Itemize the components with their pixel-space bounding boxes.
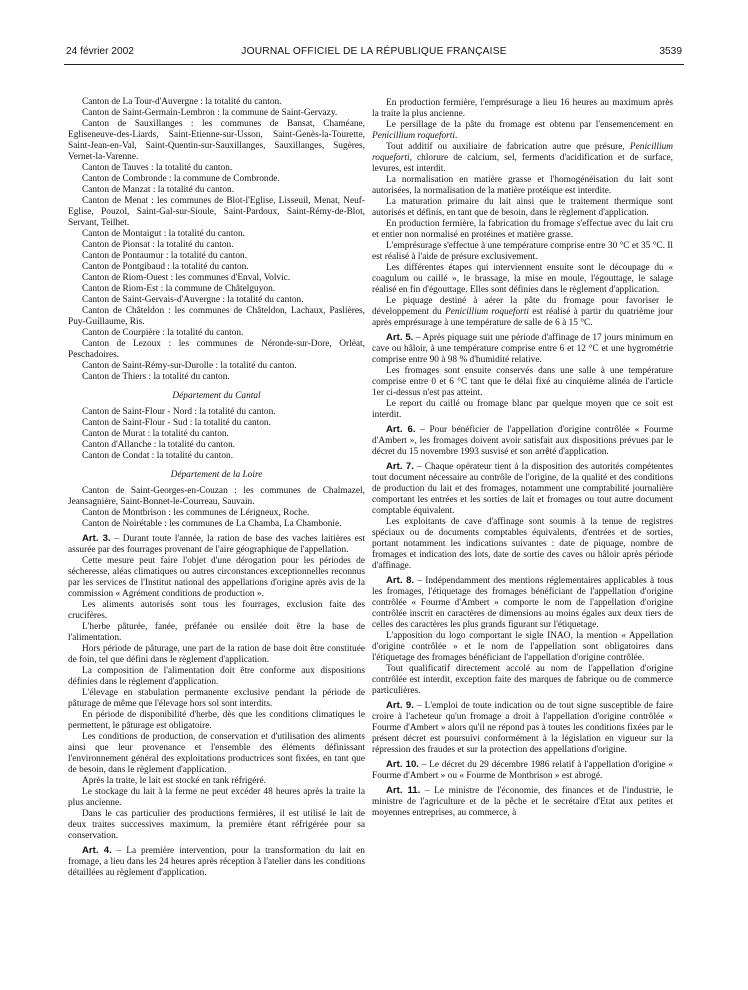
article-7-text: – Chaque opérateur tient à la disposition des autorités compétentes tout document nécessaire au contrôle de l'origine, de la qualité et des conditions de production du lait et des fromages, notamment une comptabilité journalière comportant les entrées et les sorties de lait et fromages ou tout autre document comptable équivalent.: [372, 462, 673, 516]
paragraph: Les aliments autorisés sont tous les fourrages, exclusion faite des crucifères.: [68, 600, 365, 621]
article-8-label: Art. 8.: [386, 575, 415, 586]
canton-entry: Canton d'Allanche : la totalité du canton.: [82, 440, 235, 450]
canton-entry: Canton de Saint-Flour - Nord : la totalité du canton.: [82, 407, 276, 417]
canton-entry: Canton de Pionsat : la totalité du canton.: [82, 240, 234, 250]
article-4: [68, 845, 365, 879]
paragraph: Tout qualificatif directement accolé au nom de l'appellation d'origine contrôlée est interdit, exception faite des marques de fabrique ou de commerce particulières.: [372, 664, 673, 696]
canton-entry: Canton de Riom-Ouest : les communes d'Enval, Volvic.: [82, 273, 291, 283]
paragraph: La maturation primaire du lait ainsi que le traitement thermique sont autorisés et définis, en tant que de besoin, dans le règlement d'application.: [372, 197, 673, 218]
article-5-label: Art. 5.: [386, 332, 414, 343]
paragraph: Dans le cas particulier des productions fermières, il est utilisé le lait de deux traites successives maximum, la première étant réfrigérée pour sa conservation.: [68, 809, 365, 841]
canton-entry: Canton de Saint-Rémy-sur-Durolle : la totalité du canton.: [82, 361, 297, 371]
paragraph: Les fromages sont ensuite conservés dans une salle à une température comprise entre 0 et 6 °C tant que le délai fixé au cinquième alinéa de l'article 1er ci-dessus n'est pas atteint.: [372, 366, 673, 398]
canton-list-loire: [68, 486, 365, 530]
department-heading-cantal: Département du Cantal: [172, 391, 261, 401]
text-run: Tout additif ou auxiliaire de fabrication autre que présure,: [386, 142, 630, 152]
article-3: [68, 533, 365, 556]
header-rule: [64, 64, 684, 65]
canton-entry: Canton de Sauxillanges : les communes de Bansat, Chaméane, Egliseneuve-des-Liards, Saint-Etienne-sur-Usson, Saint-Genès-la-Tourette, Saint-Jean-en-Val, Saint-Quentin-sur-Sauxillanges, Sauxillanges, Sugères, Vernet-la-Varenne.: [68, 119, 365, 162]
canton-entry: Canton de Menat : les communes de Blot-l'Eglise, Lisseuil, Menat, Neuf-Eglise, Pouzol, Saint-Gal-sur-Sioule, Saint-Pardoux, Saint-Rémy-de-Blot, Servant, Teilhet.: [68, 196, 365, 228]
paragraph: Les différentes étapes qui interviennent ensuite sont le découpage du « coagulum ou caillé », le brassage, la mise en moule, l'égouttage, le salage réalisé en fin d'égouttage. Elles sont définies dans le règlement d'application.: [372, 263, 673, 295]
canton-entry: Canton de Murat : la totalité du canton.: [82, 429, 229, 439]
paragraph: Le report du caillé ou fromage blanc par quelque moyen que ce soit est interdit.: [372, 399, 673, 420]
article-9: [372, 700, 673, 756]
text-run: est réalisé à partir du quatrième jour après emprésurage à une température de salle de 6 à 15 °C.: [372, 307, 673, 328]
paragraph: Cette mesure peut faire l'objet d'une dérogation pour les périodes de sécheresse, aléas climatiques ou autres circonstances exceptionnelles reconnus par les services de l'Institut national des appellations d'origine après avis de la commission « Agrément conditions de production ».: [68, 556, 365, 599]
department-heading-loire: Département de la Loire: [170, 470, 263, 480]
article-11-label: Art. 11.: [386, 785, 421, 796]
canton-list-top: [68, 97, 365, 383]
article-7-label: Art. 7.: [386, 461, 414, 472]
canton-list-cantal: [68, 407, 365, 462]
paragraph: [372, 142, 673, 175]
text-run: , chlorure de calcium, sel, ferments d'acidification et de surface, levures, est interdit.: [372, 153, 673, 174]
paragraph: L'herbe pâturée, fanée, préfanée ou ensilée doit être la base de l'alimentation.: [68, 622, 365, 643]
page-number: 3539: [659, 46, 682, 57]
article-4-text: – La première intervention, pour la transformation du lait en fromage, a lieu dans les 24 heures après réception à l'atelier dans les conditions détaillées au règlement d'application.: [68, 846, 365, 878]
article-5-text: – Après piquage suit une période d'affinage de 17 jours minimum en cave ou hâloir, à une température comprise entre 6 et 12 °C et une hygrométrie comprise entre 90 à 98 % d'humidité relative.: [372, 333, 673, 365]
article-9-text: – L'emploi de toute indication ou de tout signe susceptible de faire croire à l'acheteur qu'un fromage a droit à l'appellation d'origine contrôlée « Fourme d'Ambert » alors qu'il ne répond pas à toutes les conditions fixées par le présent décret est poursuivi conformément à la législation en vigueur sur la répression des fraudes et sur la protection des appellations d'origine.: [372, 701, 673, 755]
paragraph: L'emprésurage s'effectue à une température comprise entre 30 °C et 35 °C. Il est réalisé à l'aide de présure exclusivement.: [372, 241, 673, 262]
article-3-text: – Durant toute l'année, la ration de base des vaches laitières est assurée par des fourrages provenant de l'aire géographique de l'appellation.: [68, 534, 365, 555]
species-name: Penicillium roqueforti: [372, 142, 673, 163]
canton-entry: Canton de Montaigut : la totalité du canton.: [82, 229, 245, 239]
text-run: Le persillage de la pâte du fromage est obtenu par l'ensemencement en: [386, 120, 673, 130]
paragraph: En production fermière, la fabrication du fromage s'effectue avec du lait cru et entier non normalisé en protéines et matière grasse.: [372, 219, 673, 240]
paragraph: Après la traite, le lait est stocké en tank réfrigéré.: [82, 776, 266, 786]
canton-entry: Canton de Montbrison : les communes de Lérigneux, Roche.: [82, 508, 310, 518]
canton-entry: Canton de Noirétable : les communes de La Chamba, La Chambonie.: [82, 519, 342, 529]
text-run: .: [454, 131, 458, 141]
article-4-label: Art. 4.: [82, 845, 112, 856]
left-column: [68, 97, 365, 879]
article-9-label: Art. 9.: [386, 700, 414, 711]
paragraph: Les conditions de production, de conservation et d'utilisation des aliments ainsi que leur provenance et l'ensemble des éléments définissant l'environnement général des exploitations productrices sont fixées, en tant que de besoin, dans le règlement d'application.: [68, 732, 365, 775]
article-10: [372, 759, 673, 782]
article-8: [372, 575, 673, 631]
canton-entry: Canton de Saint-Georges-en-Couzan : les communes de Chalmazel, Jeansagnière, Saint-Bonnet-le-Courreau, Sauvain.: [68, 486, 365, 507]
article-5: [372, 332, 673, 366]
paragraph: En production fermière, l'emprésurage a lieu 16 heures au maximum après la traite la plus ancienne.: [372, 98, 673, 119]
article-11: [372, 785, 673, 819]
species-name: Penicillium roqueforti: [372, 131, 455, 141]
canton-entry: Canton de Châteldon : les communes de Châteldon, Lachaux, Paslières, Puy-Guillaume, Ris.: [68, 306, 365, 327]
paragraph: La composition de l'alimentation doit être conforme aux dispositions définies dans le règlement d'application.: [68, 666, 365, 687]
canton-entry: Canton de Saint-Flour - Sud : la totalité du canton.: [82, 418, 271, 428]
paragraph: L'apposition du logo comportant le sigle INAO, la mention « Appellation d'origine contrôlée » et le nom de l'appellation sont obligatoires dans l'étiquetage des fromages bénéficiant de l'appellation d'origine contrôlée.: [372, 631, 673, 663]
canton-entry: Canton de Thiers : la totalité du canton.: [82, 372, 230, 382]
article-3-label: Art. 3.: [82, 533, 111, 544]
canton-entry: Canton de Manzat : la totalité du canton.: [82, 185, 235, 195]
paragraph: Le stockage du lait à la ferme ne peut excéder 48 heures après la traite la plus ancienne.: [68, 787, 365, 808]
canton-entry: Canton de Combronde : la commune de Combronde.: [82, 174, 280, 184]
canton-entry: Canton de Lezoux : les communes de Néronde-sur-Dore, Orléat, Peschadoires.: [68, 339, 365, 360]
canton-entry: Canton de Riom-Est : la commune de Châtelguyon.: [82, 284, 276, 294]
journal-title: JOURNAL OFFICIEL DE LA RÉPUBLIQUE FRANÇAISE: [241, 46, 507, 57]
article-10-label: Art. 10.: [386, 759, 419, 770]
text-run: Le piquage destiné à aérer la pâte du fromage pour favoriser le développement du: [372, 296, 673, 317]
article-7: [372, 461, 673, 517]
paragraph: Les exploitants de cave d'affinage sont soumis à la tenue de registres spéciaux ou de documents comptables équivalents, d'entrées et de sorties, portant notamment les indications suivantes : date de piquage, nombre de fromages et indication des lots, date de sortie des caves ou hâloir après période d'affinage.: [372, 517, 673, 571]
paragraph: En période de disponibilité d'herbe, dès que les conditions climatiques le permettent, le pâturage est obligatoire.: [68, 710, 365, 731]
canton-entry: Canton de Pontgibaud : la totalité du canton.: [82, 262, 249, 272]
paragraph: [372, 120, 673, 142]
canton-entry: Canton de Saint-Germain-Lembron : la commune de Saint-Gervazy.: [82, 108, 338, 118]
article-6: [372, 424, 673, 458]
paragraph: [372, 296, 673, 329]
right-column: [372, 98, 673, 819]
article-11-text: – Le ministre de l'économie, des finances et de l'industrie, le ministre de l'agriculture et de la pêche et le secrétaire d'Etat aux petites et moyennes entreprises, au commerce, à: [372, 786, 673, 818]
canton-entry: Canton de Condat : la totalité du canton.: [82, 451, 234, 461]
canton-entry: Canton de Tauves : la totalité du canton.: [82, 163, 233, 173]
article-6-label: Art. 6.: [386, 424, 416, 435]
canton-entry: Canton de Saint-Gervais-d'Auvergne : la totalité du canton.: [82, 295, 304, 305]
paragraph: Hors période de pâturage, une part de la ration de base doit être constituée de foin, tel que défini dans le règlement d'application.: [68, 644, 365, 665]
page-header: [66, 46, 682, 60]
canton-entry: Canton de Pontaumur : la totalité du canton.: [82, 251, 248, 261]
header-date: 24 février 2002: [66, 46, 134, 57]
article-6-text: – Pour bénéficier de l'appellation d'origine contrôlée « Fourme d'Ambert », les fromages doivent avoir satisfait aux dispositions prévues par le décret du 15 novembre 1993 susvisé et son arrêté d'application.: [372, 425, 673, 457]
canton-entry: Canton de Courpière : la totalité du canton.: [82, 328, 244, 338]
article-10-text: – Le décret du 29 décembre 1986 relatif à l'appellation d'origine « Fourme d'Ambert » ou « Fourme de Montbrison » est abrogé.: [372, 760, 673, 781]
species-name: Penicillium roqueforti: [445, 307, 529, 317]
article-8-text: – Indépendamment des mentions réglementaires applicables à tous les fromages, l'étiquetage des fromages bénéficiant de l'appellation d'origine contrôlée « Fourme d'Ambert » comporte le nom de l'appellation d'origine contrôlée inscrit en caractères de dimensions au moins égales aux deux tiers de celles des caractères les plus grands figurant sur l'étiquetage.: [372, 576, 673, 630]
paragraph: L'élevage en stabulation permanente exclusive pendant la période de pâturage de même que l'élevage hors sol sont interdits.: [68, 688, 365, 709]
canton-entry: Canton de La Tour-d'Auvergne : la totalité du canton.: [82, 97, 282, 107]
paragraph: La normalisation en matière grasse et l'homogénéisation du lait sont autorisées, la normalisation de la matière protéique est interdite.: [372, 175, 673, 196]
